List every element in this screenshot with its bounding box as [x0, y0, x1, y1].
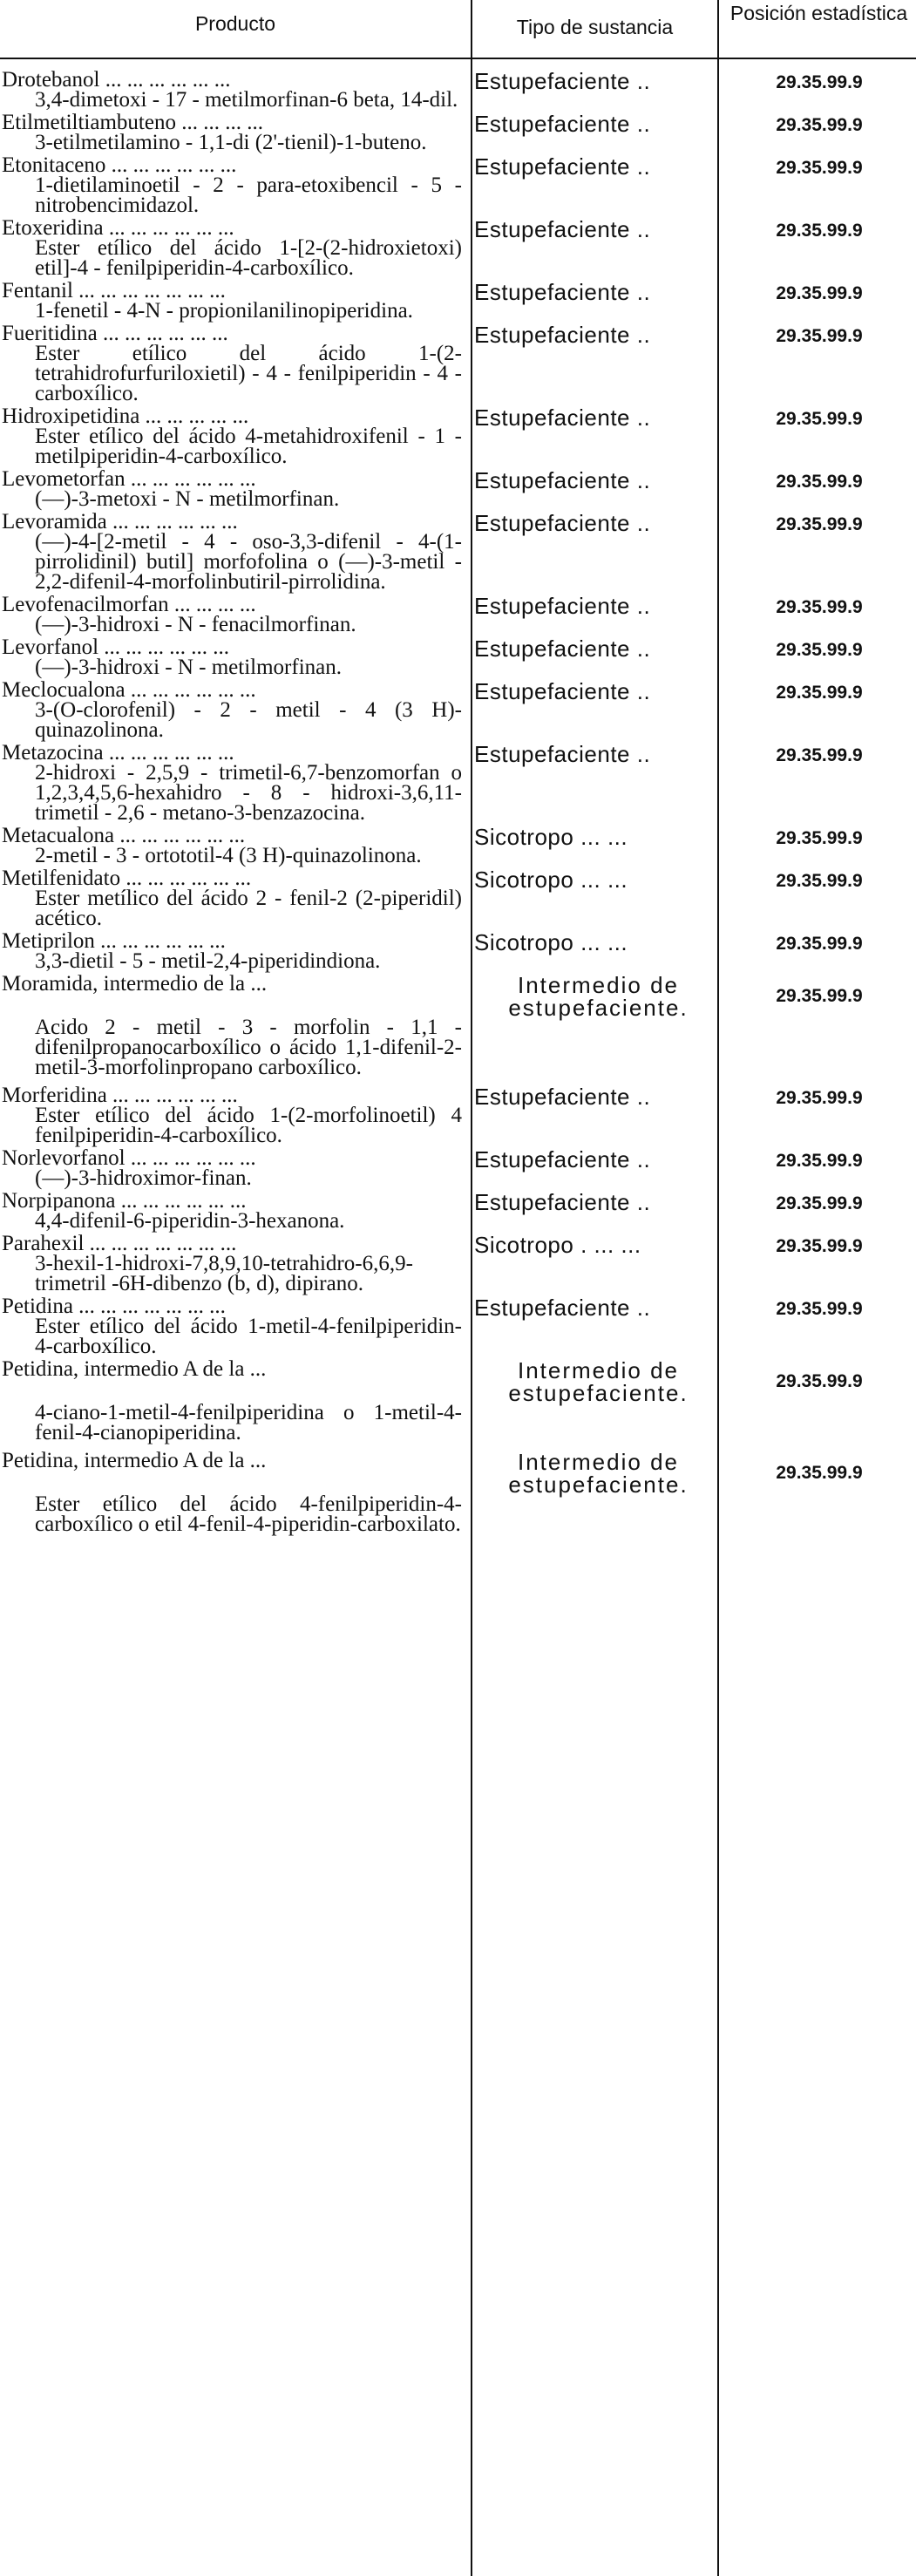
- table-row: [0, 1296, 916, 1356]
- product-description: (—)-4-[2-metil - 4 - oso-3,3-difenil - 4-(1-pirrolidinil) butil] morfofolina o (—)-3-metil - 2,2-difenil-4-morfolinbutiril-pirrolidina.: [35, 530, 462, 594]
- table-row: [0, 868, 916, 928]
- product-description: 2-hidroxi - 2,5,9 - trimetil-6,7-benzomorfan o 1,2,3,4,5,6-hexahidro - 8 - hidroxi-3,6,11-trimetil - 2,6 - metano-3-benzazocina.: [35, 761, 462, 825]
- product-description: 4-ciano-1-metil-4-fenilpiperidina o 1-metil-4-fenil-4-cianopiperidina.: [35, 1401, 462, 1444]
- product-description: 3-(O-clorofenil) - 2 - metil - 4 (3 H)-quinazolinona.: [35, 698, 462, 742]
- table-row: [0, 1451, 916, 1534]
- product-cell: [0, 931, 462, 971]
- table-row: [0, 469, 916, 509]
- statistical-position: 29.35.99.9: [776, 472, 863, 492]
- product-name: Metacualona ... ... ... ... ... ...: [2, 826, 246, 846]
- product-description: Ester etílico del ácido 1-metil-4-fenilpiperidin-4-carboxílico.: [35, 1315, 462, 1358]
- statistical-position: 29.35.99.9: [776, 1371, 863, 1391]
- product-description: 1-fenetil - 4-N - propionilanilinopiperidina.: [35, 299, 413, 323]
- statistical-position: 29.35.99.9: [776, 934, 863, 954]
- substance-type: Estupefaciente ..: [474, 404, 651, 431]
- product-description: 3,3-dietil - 5 - metil-2,4-piperidindiona.: [35, 949, 381, 973]
- product-cell: [0, 70, 462, 110]
- statistical-position: 29.35.99.9: [776, 986, 863, 1006]
- product-name: Norpipanona ... ... ... ... ... ...: [2, 1191, 247, 1211]
- table-header: [0, 0, 916, 59]
- substance-type: Estupefaciente ..: [474, 1146, 651, 1172]
- product-cell: [0, 1359, 462, 1443]
- statistical-position: 29.35.99.9: [776, 326, 863, 346]
- statistical-position: 29.35.99.9: [776, 514, 863, 534]
- product-cell: [0, 1148, 462, 1188]
- table-row: [0, 1191, 916, 1231]
- table-row: [0, 974, 916, 1077]
- product-name: Morferidina ... ... ... ... ... ...: [2, 1085, 238, 1105]
- substance-type: Estupefaciente ..: [474, 153, 651, 180]
- product-cell: [0, 1085, 462, 1145]
- product-cell: [0, 743, 462, 823]
- product-cell: [0, 112, 462, 153]
- statistical-position: 29.35.99.9: [776, 1463, 863, 1483]
- product-cell: [0, 512, 462, 592]
- product-cell: [0, 1234, 462, 1294]
- substance-type: Estupefaciente ..: [474, 741, 651, 767]
- product-cell: [0, 868, 462, 928]
- substance-type: Estupefaciente ..: [474, 1189, 651, 1215]
- product-description: 4,4-difenil-6-piperidin-3-hexanona.: [35, 1209, 345, 1233]
- product-cell: [0, 218, 462, 278]
- substance-type: Estupefaciente ..: [474, 279, 651, 305]
- product-description: Ester etílico del ácido 1-(2-tetrahidrofurfuriloxietil) - 4 - fenilpiperidin - 4 - carboxílico.: [35, 342, 462, 405]
- substance-type: Estupefaciente ..: [474, 678, 651, 704]
- product-cell: [0, 281, 462, 321]
- product-name: Etoxeridina ... ... ... ... ... ...: [2, 218, 234, 238]
- product-cell: [0, 974, 462, 1077]
- product-description: (—)-3-hidroxi - N - metilmorfinan.: [35, 656, 342, 679]
- table-row: [0, 512, 916, 592]
- table-row: [0, 1359, 916, 1443]
- product-name: Levoramida ... ... ... ... ... ...: [2, 512, 238, 532]
- statistical-position: 29.35.99.9: [776, 745, 863, 765]
- product-cell: [0, 680, 462, 740]
- table-row: [0, 70, 916, 110]
- header-posicion: Posición estadística: [729, 2, 908, 24]
- statistical-position: 29.35.99.9: [776, 683, 863, 703]
- product-description: (—)-3-hidroxi - N - fenacilmorfinan.: [35, 613, 356, 636]
- substance-type: Estupefaciente ..: [474, 322, 651, 348]
- statistical-position: 29.35.99.9: [776, 1151, 863, 1171]
- product-cell: [0, 155, 462, 215]
- product-name: Moramida, intermedio de la ...: [2, 974, 268, 994]
- table-row: [0, 637, 916, 677]
- product-name: Etonitaceno ... ... ... ... ... ...: [2, 155, 237, 175]
- statistical-position: 29.35.99.9: [776, 115, 863, 135]
- substance-type: Estupefaciente ..: [474, 111, 651, 137]
- substance-type: Estupefaciente ..: [474, 68, 651, 94]
- product-cell: [0, 469, 462, 509]
- statistical-position: 29.35.99.9: [776, 1193, 863, 1213]
- product-name: Metiprilon ... ... ... ... ... ...: [2, 931, 226, 951]
- statistical-position: 29.35.99.9: [776, 221, 863, 241]
- product-name: Parahexil ... ... ... ... ... ... ...: [2, 1234, 237, 1254]
- product-description: 1-dietilaminoetil - 2 - para-etoxibencil - 5 - nitrobencimidazol.: [35, 173, 462, 217]
- product-description: Ester etílico del ácido 1-(2-morfolinoetil) 4 fenilpiperidin-4-carboxílico.: [35, 1104, 462, 1147]
- substance-type: Intermedio de estupefaciente.: [508, 1357, 689, 1406]
- product-description: Ester etílico del ácido 4-metahidroxifenil - 1 - metilpiperidin-4-carboxílico.: [35, 425, 462, 468]
- table-row: [0, 112, 916, 153]
- product-description: 3-etilmetilamino - 1,1-di (2'-tienil)-1-buteno.: [35, 131, 427, 154]
- product-cell: [0, 595, 462, 635]
- statistical-position: 29.35.99.9: [776, 640, 863, 660]
- substance-type: Estupefaciente ..: [474, 467, 651, 493]
- substance-type: Sicotropo ... ...: [474, 929, 628, 955]
- table-row: [0, 931, 916, 971]
- statistical-position: 29.35.99.9: [776, 1299, 863, 1319]
- product-name: Levofenacilmorfan ... ... ... ...: [2, 595, 256, 615]
- product-name: Metilfenidato ... ... ... ... ... ...: [2, 868, 252, 888]
- product-cell: [0, 406, 462, 466]
- product-cell: [0, 637, 462, 677]
- product-name: Meclocualona ... ... ... ... ... ...: [2, 680, 256, 700]
- table-body: [0, 70, 916, 1542]
- product-name: Levometorfan ... ... ... ... ... ...: [2, 469, 256, 489]
- product-cell: [0, 1296, 462, 1356]
- product-name: Etilmetiltiambuteno ... ... ... ...: [2, 112, 263, 133]
- substance-type: Estupefaciente ..: [474, 636, 651, 662]
- statistical-position: 29.35.99.9: [776, 1236, 863, 1256]
- table-row: [0, 743, 916, 823]
- substance-type: Estupefaciente ..: [474, 1084, 651, 1110]
- product-description: 2-metil - 3 - ortototil-4 (3 H)-quinazolinona.: [35, 844, 422, 867]
- product-name: Fentanil ... ... ... ... ... ... ...: [2, 281, 226, 301]
- product-description: (—)-3-metoxi - N - metilmorfinan.: [35, 487, 340, 511]
- substance-type: Estupefaciente ..: [474, 510, 651, 536]
- substance-type: Sicotropo ... ...: [474, 824, 628, 850]
- product-name: Levorfanol ... ... ... ... ... ...: [2, 637, 230, 657]
- product-description: (—)-3-hidroximor-finan.: [35, 1166, 252, 1190]
- statistical-position: 29.35.99.9: [776, 597, 863, 617]
- substance-type: Estupefaciente ..: [474, 216, 651, 242]
- statistical-position: 29.35.99.9: [776, 409, 863, 429]
- substance-type: Estupefaciente ..: [474, 1295, 651, 1321]
- product-name: Petidina ... ... ... ... ... ... ...: [2, 1296, 226, 1316]
- header-producto: Producto: [194, 12, 276, 35]
- statistical-position: 29.35.99.9: [776, 283, 863, 303]
- product-name: Petidina, intermedio A de la ...: [2, 1359, 267, 1379]
- table-row: [0, 680, 916, 740]
- product-name: Norlevorfanol ... ... ... ... ... ...: [2, 1148, 256, 1168]
- statistical-position: 29.35.99.9: [776, 158, 863, 178]
- statistical-position: 29.35.99.9: [776, 828, 863, 848]
- substance-type: Sicotropo ... ...: [474, 867, 628, 893]
- product-name: Fueritidina ... ... ... ... ... ...: [2, 323, 228, 343]
- substance-type: Estupefaciente ..: [474, 593, 651, 619]
- product-description: 3-hexil-1-hidroxi-7,8,9,10-tetrahidro-6,6,9-trimetril -6H-dibenzo (b, d), dipirano.: [35, 1252, 413, 1295]
- table-row: [0, 218, 916, 278]
- product-cell: [0, 826, 462, 866]
- product-description: Acido 2 - metil - 3 - morfolin - 1,1 - difenilpropanocarboxílico o ácido 1,1-difenil-2-metil-3-morfolinpropano carboxílico.: [35, 1016, 462, 1079]
- product-description: 3,4-dimetoxi - 17 - metilmorfinan-6 beta, 14-dil.: [35, 88, 458, 112]
- statistical-position: 29.35.99.9: [776, 871, 863, 891]
- table-row: [0, 155, 916, 215]
- statistical-position: 29.35.99.9: [776, 1088, 863, 1108]
- product-name: Drotebanol ... ... ... ... ... ...: [2, 70, 231, 90]
- table-row: [0, 595, 916, 635]
- header-tipo: Tipo de sustancia: [516, 16, 674, 38]
- substance-type: Intermedio de estupefaciente.: [508, 972, 689, 1021]
- table-row: [0, 1085, 916, 1145]
- table-row: [0, 281, 916, 321]
- product-cell: [0, 323, 462, 404]
- table-row: [0, 323, 916, 404]
- product-cell: [0, 1451, 462, 1534]
- product-cell: [0, 1191, 462, 1231]
- table-row: [0, 1148, 916, 1188]
- product-name: Petidina, intermedio A de la ...: [2, 1451, 267, 1471]
- product-name: Metazocina ... ... ... ... ... ...: [2, 743, 234, 763]
- substance-type: Sicotropo . ... ...: [474, 1232, 641, 1258]
- table-row: [0, 1234, 916, 1294]
- product-description: Ester etílico del ácido 1-[2-(2-hidroxietoxi) etil]-4 - fenilpiperidin-4-carboxílico.: [35, 236, 462, 280]
- product-name: Hidroxipetidina ... ... ... ... ...: [2, 406, 249, 426]
- table-row: [0, 826, 916, 866]
- table-row: [0, 406, 916, 466]
- product-description: Ester metílico del ácido 2 - fenil-2 (2-piperidil) acético.: [35, 887, 462, 930]
- substance-type: Intermedio de estupefaciente.: [508, 1449, 689, 1498]
- statistical-position: 29.35.99.9: [776, 72, 863, 92]
- product-description: Ester etílico del ácido 4-fenilpiperidin-4-carboxílico o etil 4-fenil-4-piperidin-carboxilato.: [35, 1492, 462, 1536]
